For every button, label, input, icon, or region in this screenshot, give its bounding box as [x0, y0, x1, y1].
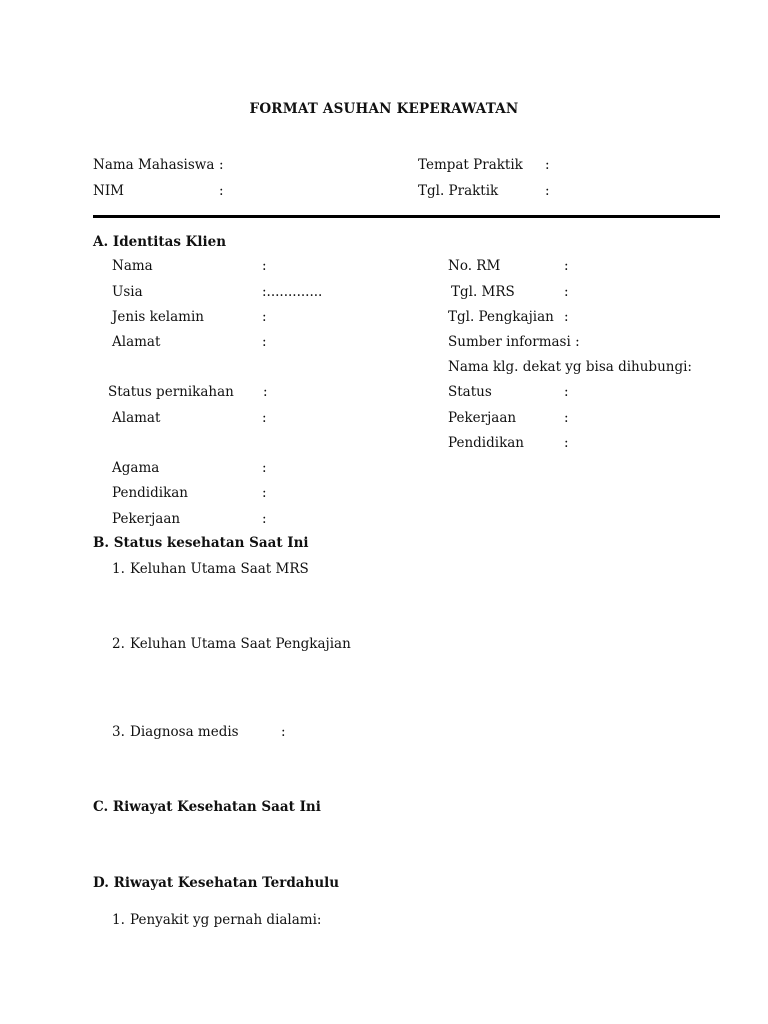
section-a-heading: A. Identitas Klien — [93, 234, 227, 250]
label-tgl-pengkajian: Tgl. Pengkajian — [448, 309, 554, 325]
label-status: Status — [448, 384, 492, 400]
list-item-number: 1. — [112, 912, 125, 928]
colon: : — [262, 410, 267, 426]
list-item-number: 3. — [112, 724, 125, 740]
label-nama-keluarga: Nama klg. dekat yg bisa dihubungi: — [448, 359, 692, 375]
label-sumber-informasi: Sumber informasi : — [448, 334, 580, 350]
colon: : — [219, 157, 224, 173]
label-tgl-praktik: Tgl. Praktik — [418, 183, 499, 199]
list-item-number: 1. — [112, 561, 125, 577]
colon: : — [262, 485, 267, 501]
colon: : — [262, 309, 267, 325]
list-item: Diagnosa medis — [130, 724, 239, 740]
label-alamat: Alamat — [112, 334, 161, 350]
colon: : — [564, 309, 569, 325]
colon: : — [263, 384, 268, 400]
section-d-heading: D. Riwayat Kesehatan Terdahulu — [93, 875, 340, 891]
colon: : — [564, 384, 569, 400]
colon: : — [219, 183, 224, 199]
label-pendidikan-keluarga: Pendidikan — [448, 435, 525, 451]
list-item: Keluhan Utama Saat Pengkajian — [130, 636, 351, 652]
colon: : — [262, 258, 267, 274]
list-item: Keluhan Utama Saat MRS — [130, 561, 309, 577]
colon: : — [564, 435, 569, 451]
section-b-heading: B. Status kesehatan Saat Ini — [93, 535, 309, 551]
colon: : — [262, 334, 267, 350]
label-jenis-kelamin: Jenis kelamin — [112, 309, 204, 325]
colon: : — [564, 258, 569, 274]
label-tgl-mrs: Tgl. MRS — [451, 284, 515, 300]
label-pendidikan: Pendidikan — [112, 485, 189, 501]
colon: : — [564, 284, 569, 300]
horizontal-divider — [93, 215, 720, 218]
colon: : — [545, 183, 550, 199]
label-status-pernikahan: Status pernikahan — [108, 384, 234, 400]
list-item-number: 2. — [112, 636, 125, 652]
label-pekerjaan: Pekerjaan — [112, 511, 181, 527]
label-tempat-praktik: Tempat Praktik — [418, 157, 523, 173]
colon: : — [564, 410, 569, 426]
colon: : — [281, 724, 286, 740]
colon: : — [262, 511, 267, 527]
label-nama: Nama — [112, 258, 153, 274]
usia-value: :............. — [262, 284, 323, 300]
colon: : — [262, 460, 267, 476]
colon: : — [545, 157, 550, 173]
label-no-rm: No. RM — [448, 258, 501, 274]
label-nama-mahasiswa: Nama Mahasiswa — [93, 157, 215, 173]
list-item: Penyakit yg pernah dialami: — [130, 912, 322, 928]
label-agama: Agama — [112, 460, 160, 476]
label-alamat-2: Alamat — [112, 410, 161, 426]
section-c-heading: C. Riwayat Kesehatan Saat Ini — [93, 799, 321, 815]
label-pekerjaan-keluarga: Pekerjaan — [448, 410, 517, 426]
document-title: FORMAT ASUHAN KEPERAWATAN — [249, 101, 519, 117]
label-nim: NIM — [93, 183, 124, 199]
label-usia: Usia — [112, 284, 143, 300]
